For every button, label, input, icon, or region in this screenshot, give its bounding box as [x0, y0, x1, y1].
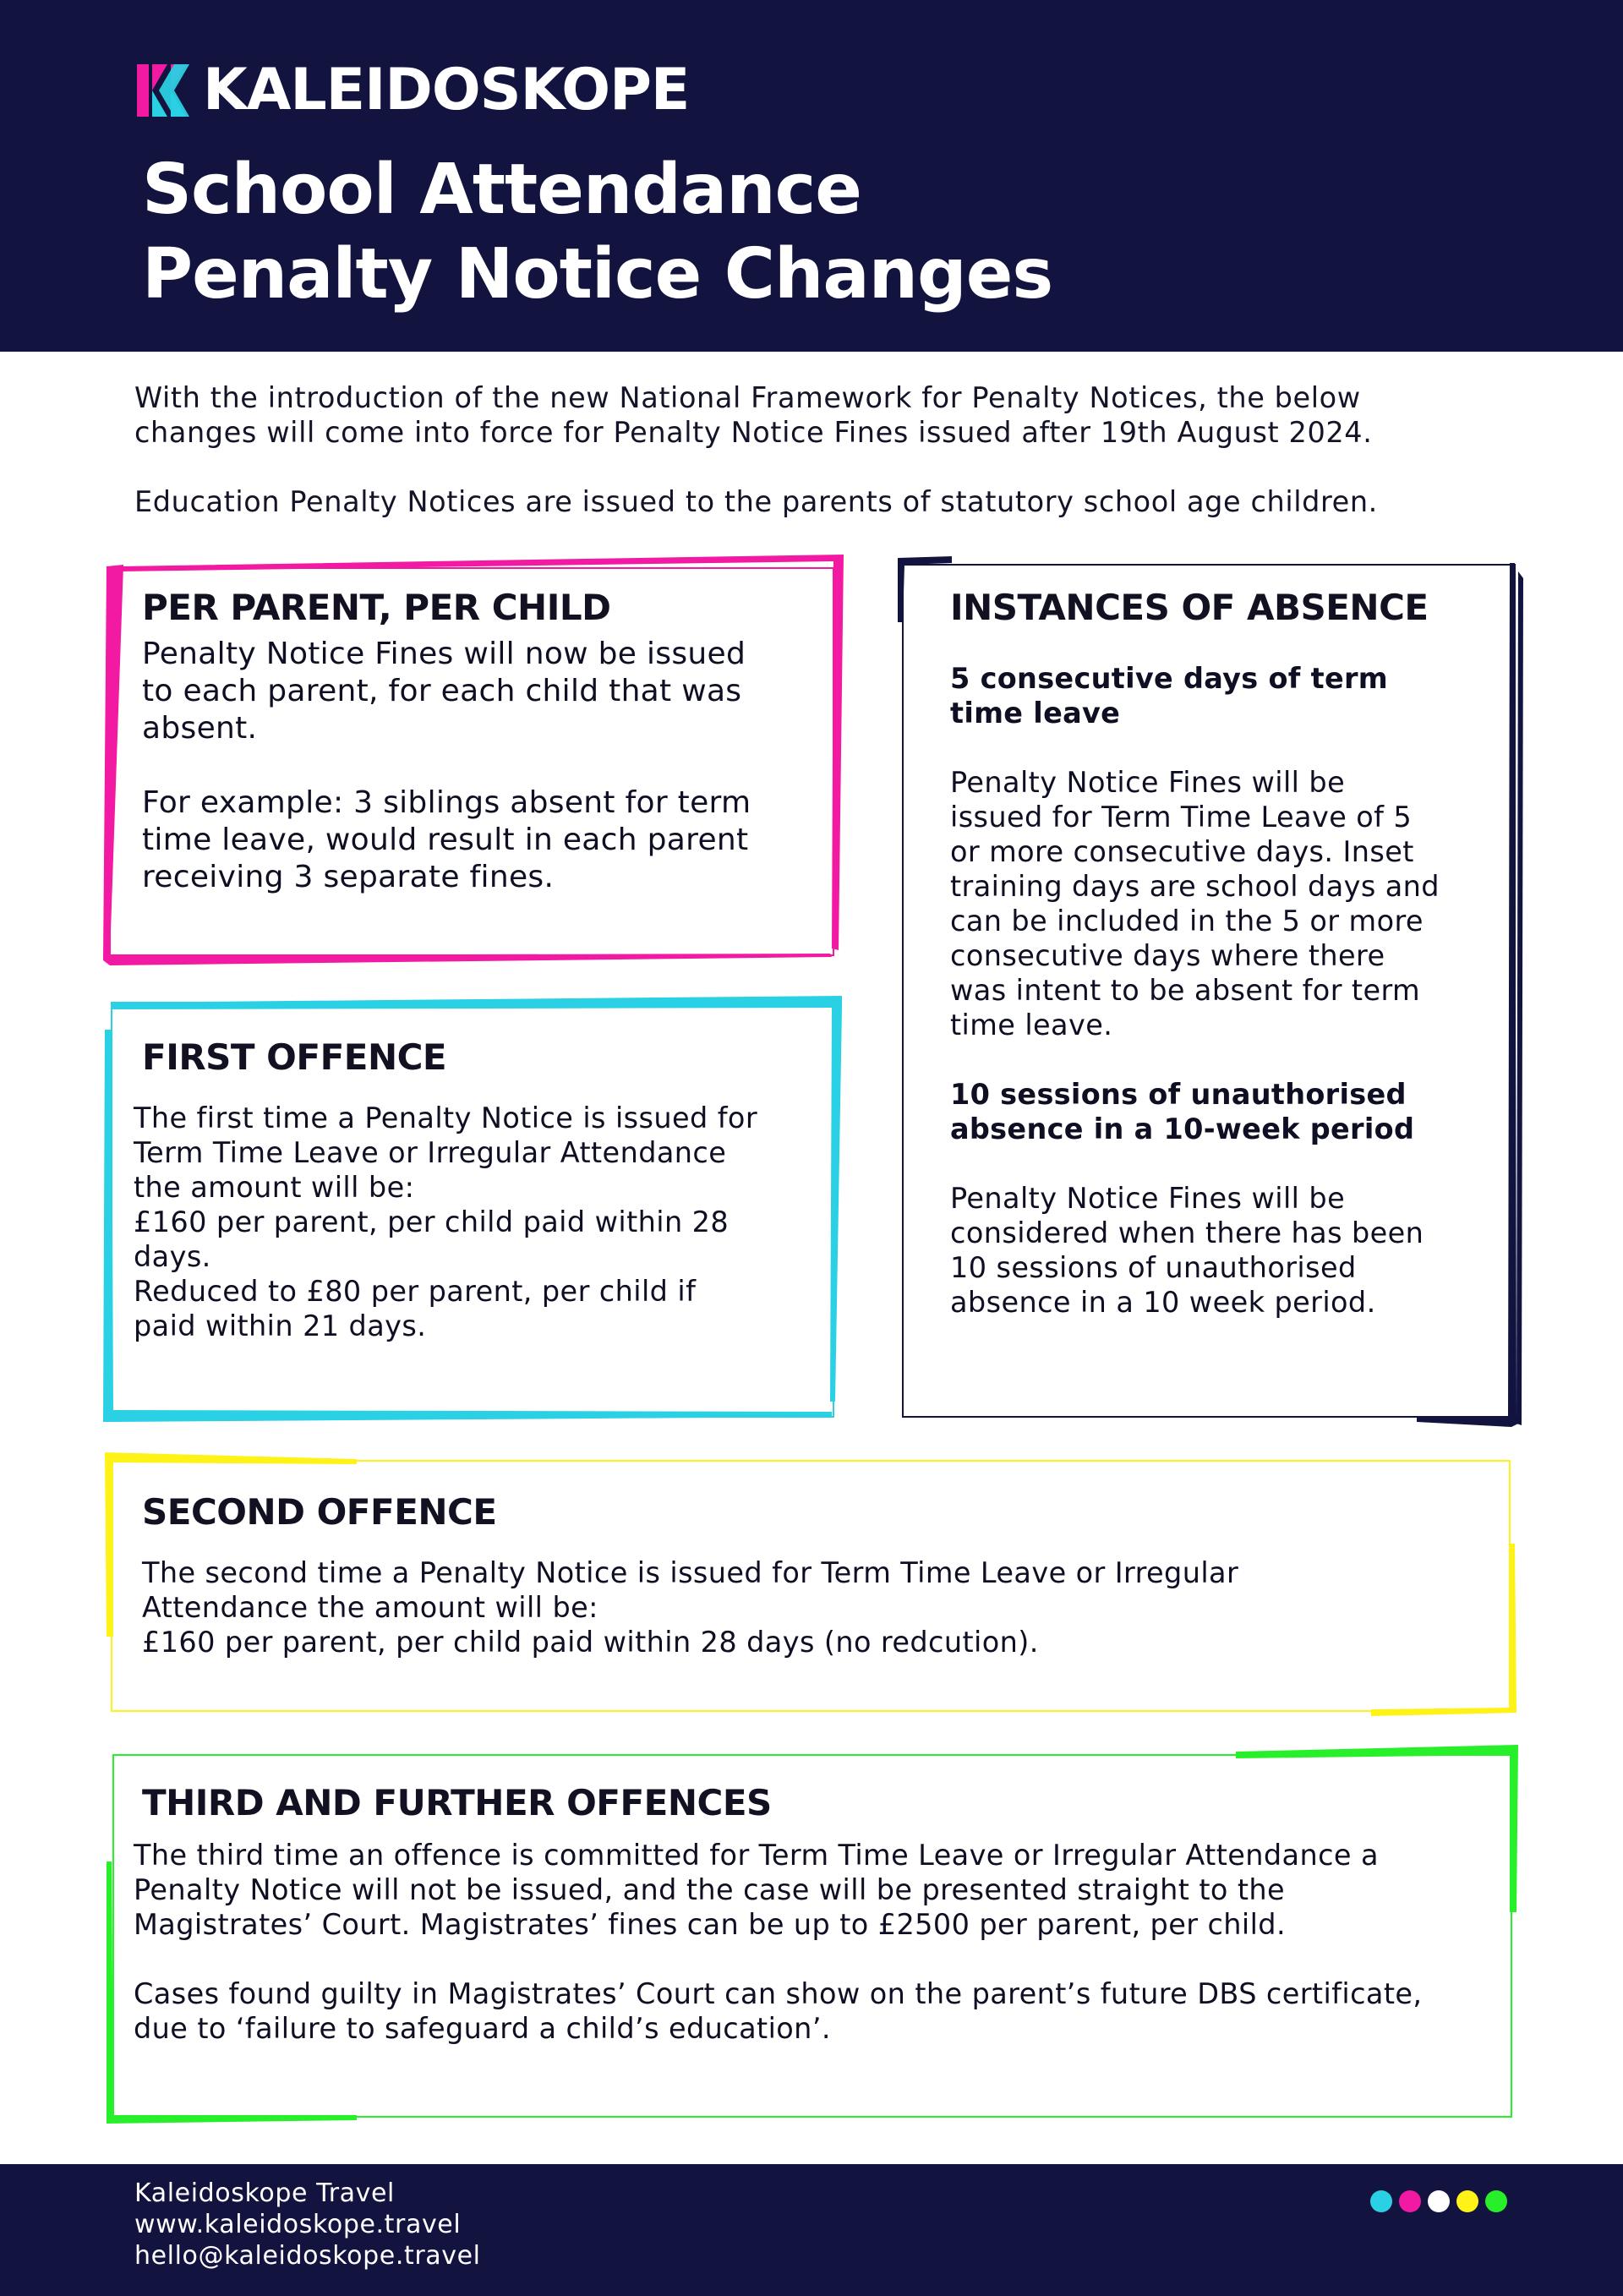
instances-content [950, 587, 1508, 1320]
page-title-line-1: School Attendance [142, 150, 861, 230]
first-offence-text: The first time a Penalty Notice is issued for Term Time Leave or Irregular Attendance the amount will be: £160 per parent, per child paid within 28 days. Reduced to £80 per parent, per child if paid within 21 days. [134, 1102, 757, 1342]
kaleidoskope-chevron-icon [137, 64, 191, 117]
intro-paragraph-1: With the introduction of the new National Framework for Penalty Notices, the below changes will come into force for Penalty Notice Fines issued after 19th August 2024. [134, 381, 1373, 449]
first-offence-heading: FIRST OFFENCE [142, 1036, 447, 1078]
per-parent-text-2: For example: 3 siblings absent for term time leave, would result in each parent receiving 3 separate fines. [142, 785, 751, 894]
third-offence-content [134, 1782, 1503, 2046]
intro-section [134, 380, 1521, 519]
per-parent-heading: PER PARENT, PER CHILD [142, 587, 611, 628]
per-parent-content [142, 587, 801, 896]
brand-logo[interactable] [137, 57, 690, 123]
second-offence-body [142, 1555, 1444, 1659]
first-offence-content [134, 1036, 827, 1343]
instances-subheading-2: 10 sessions of unauthorised absence in a 10-week period [950, 1078, 1415, 1145]
per-parent-card [103, 555, 844, 969]
brand-dot-2 [1399, 2190, 1421, 2212]
intro-paragraph-2: Education Penalty Notices are issued to the parents of statutory school age children. [134, 485, 1378, 518]
header-banner [0, 0, 1623, 352]
brand-dot-5 [1485, 2190, 1507, 2212]
first-offence-card [103, 996, 844, 1425]
brand-dot-1 [1370, 2190, 1392, 2212]
third-offence-text-2: Cases found guilty in Magistrates’ Court can show on the parent’s future DBS certificate, due to ‘failure to safeguard a child’s education’. [134, 1977, 1423, 2045]
brand-name: KALEIDOSKOPE [203, 57, 690, 123]
footer-contact [134, 2178, 481, 2271]
instances-heading: INSTANCES OF ABSENCE [950, 587, 1429, 628]
second-offence-content [142, 1491, 1444, 1659]
third-offence-heading: THIRD AND FURTHER OFFENCES [142, 1782, 772, 1823]
instances-text-2: Penalty Notice Fines will be considered when there has been 10 sessions of unauthorised absence in a 10 week period. [950, 1182, 1424, 1319]
footer-website-link[interactable]: www.kaleidoskope.travel [134, 2210, 462, 2239]
page-title-line-2: Penalty Notice Changes [142, 234, 1053, 314]
second-offence-heading: SECOND OFFENCE [142, 1491, 497, 1533]
instances-subheading-1: 5 consecutive days of term time leave [950, 662, 1388, 730]
per-parent-text-1: Penalty Notice Fines will now be issued to each parent, for each child that was absent. [142, 637, 746, 746]
first-offence-body [134, 1101, 827, 1343]
third-offence-text-1: The third time an offence is committed for Term Time Leave or Irregular Attendance a Penalty Notice will not be issued, and the case will be presented straight to the Magistrates’ Court. Magistrates’ fines can be up to £2500 per parent, per child. [134, 1839, 1379, 1941]
third-offence-body [134, 1838, 1503, 2046]
footer-company-name: Kaleidoskope Travel [134, 2178, 395, 2208]
brand-dot-3 [1428, 2190, 1450, 2212]
second-offence-text: The second time a Penalty Notice is issued for Term Time Leave or Irregular Attendance the amount will be: £160 per parent, per child paid within 28 days (no redcution). [142, 1556, 1239, 1659]
per-parent-body [142, 636, 801, 896]
second-offence-card [103, 1451, 1520, 1721]
footer-email-link[interactable]: hello@kaleidoskope.travel [134, 2241, 481, 2271]
footer [0, 2164, 1623, 2296]
brand-color-dots [1370, 2190, 1507, 2212]
instances-text-1: Penalty Notice Fines will be issued for Term Time Leave of 5 or more consecutive days. Inset training days are school days and can be included in the 5 or more consecutive days where there was intent to be absent for term time leave. [950, 766, 1440, 1041]
third-offence-card [103, 1743, 1520, 2125]
instances-of-absence-card [893, 555, 1525, 1427]
brand-dot-4 [1456, 2190, 1478, 2212]
page-title [142, 148, 1052, 317]
